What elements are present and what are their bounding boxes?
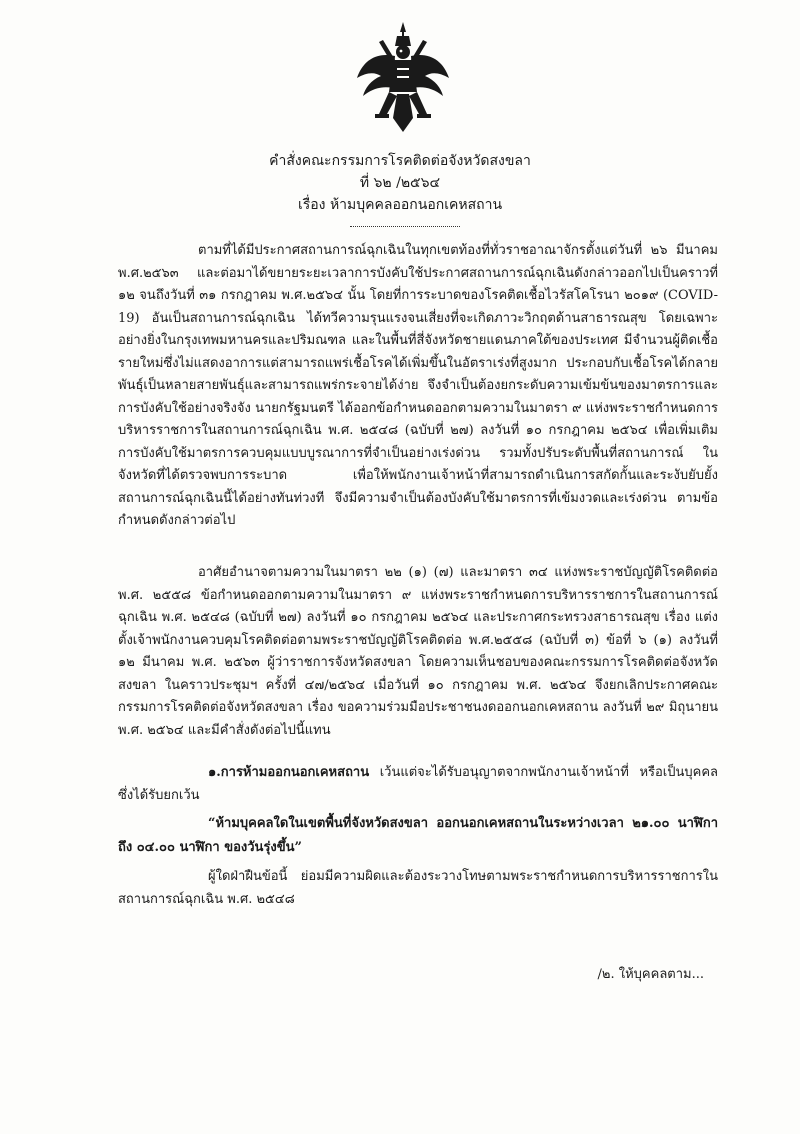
- clause-1-title: ๑.การห้ามออกนอกเคหสถาน: [208, 765, 370, 780]
- order-subject: เรื่อง ห้ามบุคคลออกนอกเคหสถาน: [297, 197, 503, 213]
- paragraph-background: ตามที่ได้มีประกาศสถานการณ์ฉุกเฉินในทุกเขตท้องที่ทั่วราชอาณาจักรตั้งแต่วันที่ ๒๖ มีนาคม พ.ศ.๒๕๖๓ และต่อมาได้ขยายระยะเวลาการบังคับใช้ประกาศสถานการณ์ฉุกเฉินดังกล่าวออกไปเป็นคราวที่ ๑๒ จนถึงวันที่ ๓๑ กรกฎาคม พ.ศ.๒๕๖๔ นั้น โดยที่การระบาดของโรคติดเชื้อไวรัสโคโรนา ๒๐๑๙ (COVID-19) อันเป็นสถานการณ์ฉุกเฉิน ได้ทวีความรุนแรงจนเสี่ยงที่จะเกิดภาวะวิกฤตด้านสาธารณสุข โดยเฉพาะอย่างยิ่งในกรุงเทพมหานครและปริมณฑล และในพื้นที่สี่จังหวัดชายแดนภาคใต้ของประเทศ มีจำนวนผู้ติดเชื้อรายใหม่ซึ่งไม่แสดงอาการแต่สามารถแพร่เชื้อโรคได้เพิ่มขึ้นในอัตราเร่งที่สูงมาก ประกอบกับเชื้อโรคได้กลายพันธุ์เป็นหลายสายพันธุ์และสามารถแพร่กระจายได้ง่าย จึงจำเป็นต้องยกระดับความเข้มข้นของมาตรการและการบังคับใช้อย่างจริงจัง นายกรัฐมนตรี ได้ออกข้อกำหนดออกตามความในมาตรา ๙ แห่งพระราชกำหนดการบริหารราชการในสถานการณ์ฉุกเฉิน พ.ศ. ๒๕๔๘ (ฉบับที่ ๒๗) ลงวันที่ ๑๐ กรกฎาคม ๒๕๖๔ เพื่อเพิ่มเติมการบังคับใช้มาตรการควบคุมแบบบูรณาการที่จำเป็นอย่างเร่งด่วน รวมทั้งปรับระดับพื้นที่สถานการณ์ ในจังหวัดที่ได้ตรวจพบการระบาด เพื่อให้พนักงานเจ้าหน้าที่สามารถดำเนินการสกัดกั้นและระงับยับยั้งสถานการณ์ฉุกเฉินนี้ได้อย่างทันท่วงที จึงมีความจำเป็นต้องบังคับใช้มาตรการที่เข้มงวดและเร่งด่วน ตามข้อกำหนดดังกล่าวต่อไป: [118, 243, 718, 528]
- clause-1-text: เว้นแต่จะได้รับอนุญาตจากพนักงานเจ้าหน้าที่ หรือเป็นบุคคลซึ่งได้รับยกเว้น: [118, 765, 718, 803]
- curfew-quote: “ห้ามบุคคลใดในเขตพื้นที่จังหวัดสงขลา ออกนอกเคหสถานในระหว่างเวลา ๒๑.๐๐ นาฬิกา ถึง ๐๔.๐๐ นาฬิกา ของวันรุ่งขึ้น”: [118, 816, 718, 855]
- clause-1: [118, 762, 718, 807]
- paragraph-authority: อาศัยอำนาจตามความในมาตรา ๒๒ (๑) (๗) และมาตรา ๓๔ แห่งพระราชบัญญัติโรคติดต่อ พ.ศ. ๒๕๕๘ ข้อกำหนดออกตามความในมาตรา ๙ แห่งพระราชกำหนดการบริหารราชการในสถานการณ์ฉุกเฉิน พ.ศ. ๒๕๔๘ (ฉบับที่ ๒๗) ลงวันที่ ๑๐ กรกฎาคม ๒๕๖๔ และประกาศกระทรวงสาธารณสุข เรื่อง แต่งตั้งเจ้าพนักงานควบคุมโรคติดต่อตามพระราชบัญญัติโรคติดต่อ พ.ศ.๒๕๕๘ (ฉบับที่ ๓) ข้อที่ ๖ (๑) ลงวันที่ ๑๒ มีนาคม พ.ศ. ๒๕๖๓ ผู้ว่าราชการจังหวัดสงขลา โดยความเห็นชอบของคณะกรรมการโรคติดต่อจังหวัดสงขลา ในคราวประชุมฯ ครั้งที่ ๔๗/๒๕๖๔ เมื่อวันที่ ๑๐ กรกฎาคม พ.ศ. ๒๕๖๔ จึงยกเลิกประกาศคณะกรรมการโรคติดต่อจังหวัดสงขลา เรื่อง ขอความร่วมมือประชาชนงดออกนอกเคหสถาน ลงวันที่ ๒๙ มิถุนายน พ.ศ. ๒๕๖๔ และมีคำสั่งดังต่อไปนี้แทน: [118, 565, 718, 738]
- page-continuation: /๒. ให้บุคคลตาม...: [597, 967, 704, 982]
- garuda-emblem-icon: [357, 22, 449, 132]
- order-number: ที่ ๖๒ /๒๕๖๔: [359, 175, 441, 191]
- penalty-paragraph: ผู้ใดฝ่าฝืนข้อนี้ ย่อมมีความผิดและต้องระวางโทษตามพระราชกำหนดการบริหารราชการในสถานการณ์ฉุกเฉิน พ.ศ. ๒๕๔๘: [118, 869, 718, 907]
- order-title: คำสั่งคณะกรรมการโรคติดต่อจังหวัดสงขลา: [269, 153, 531, 169]
- dotted-divider: [350, 226, 460, 227]
